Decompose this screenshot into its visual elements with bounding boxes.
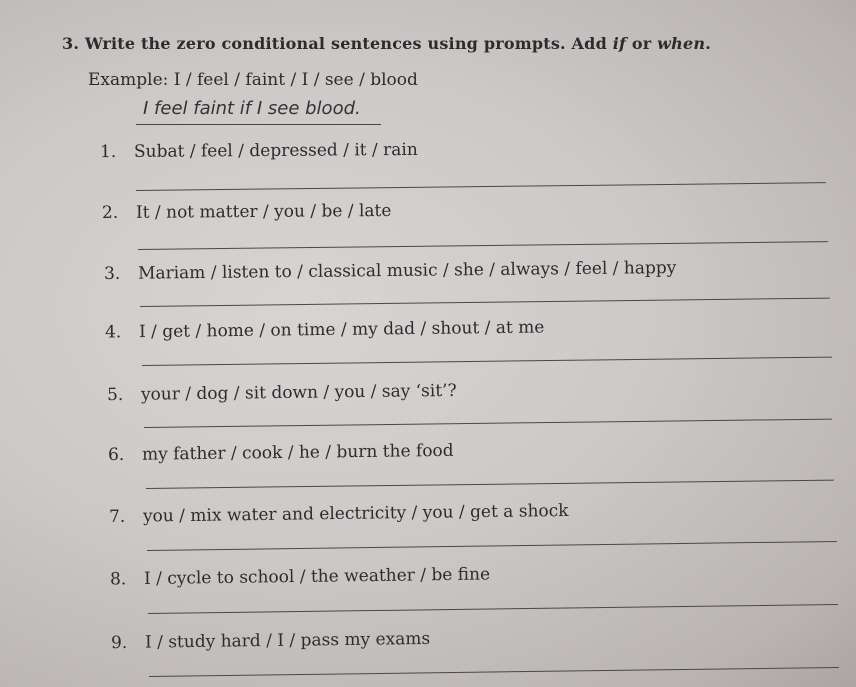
- item-number: 3.: [103, 263, 121, 284]
- item-3: [104, 258, 677, 284]
- item-4: [105, 318, 545, 343]
- item-number: 8.: [109, 569, 127, 590]
- title-text: 3. Write the zero conditional sentences using prompts. Add: [62, 34, 613, 53]
- item-number: 2.: [101, 202, 119, 224]
- item-number: 7.: [108, 506, 126, 528]
- item-prompt: you / mix water and electricity / you / get a shock: [142, 500, 569, 527]
- item-6: [108, 441, 454, 465]
- item-5: [107, 381, 457, 405]
- title-end: .: [705, 34, 711, 53]
- answer-line-2[interactable]: [138, 241, 828, 250]
- example-prompt: Example: I / feel / faint / I / see / blood: [88, 70, 418, 90]
- item-prompt: Subat / feel / depressed / it / rain: [133, 139, 418, 162]
- answer-line-6[interactable]: [146, 480, 834, 490]
- answer-line-5[interactable]: [144, 419, 832, 429]
- item-prompt: your / dog / sit down / you / say ‘sit’?: [140, 380, 457, 405]
- item-7: [109, 501, 569, 527]
- item-number: 6.: [107, 444, 125, 466]
- title-if: if: [612, 34, 627, 53]
- item-2: [102, 201, 392, 223]
- example-answer-line: [136, 124, 381, 125]
- item-9: [111, 629, 430, 653]
- item-number: 9.: [110, 632, 128, 654]
- answer-line-7[interactable]: [147, 541, 837, 551]
- item-prompt: I / study hard / I / pass my exams: [144, 628, 431, 653]
- answer-line-8[interactable]: [148, 604, 838, 614]
- answer-line-3[interactable]: [140, 298, 830, 308]
- example-answer: I feel faint if I see blood.: [143, 98, 361, 119]
- answer-line-4[interactable]: [142, 357, 832, 367]
- item-prompt: Mariam / listen to / classical music / she / always / feel / happy: [137, 258, 677, 284]
- title-when: when: [657, 34, 706, 53]
- item-prompt: I / cycle to school / the weather / be fine: [143, 564, 491, 590]
- item-number: 1.: [99, 141, 117, 163]
- item-prompt: I / get / home / on time / my dad / shout / at me: [138, 317, 545, 343]
- item-number: 4.: [104, 322, 122, 343]
- item-1: [100, 140, 418, 162]
- item-prompt: It / not matter / you / be / late: [135, 200, 392, 223]
- answer-line-9[interactable]: [149, 667, 839, 677]
- answer-line-1[interactable]: [136, 182, 826, 191]
- exercise-title: [62, 34, 711, 53]
- title-or: or: [626, 34, 658, 53]
- item-prompt: my father / cook / he / burn the food: [141, 440, 454, 465]
- item-8: [110, 565, 490, 590]
- item-number: 5.: [106, 384, 124, 406]
